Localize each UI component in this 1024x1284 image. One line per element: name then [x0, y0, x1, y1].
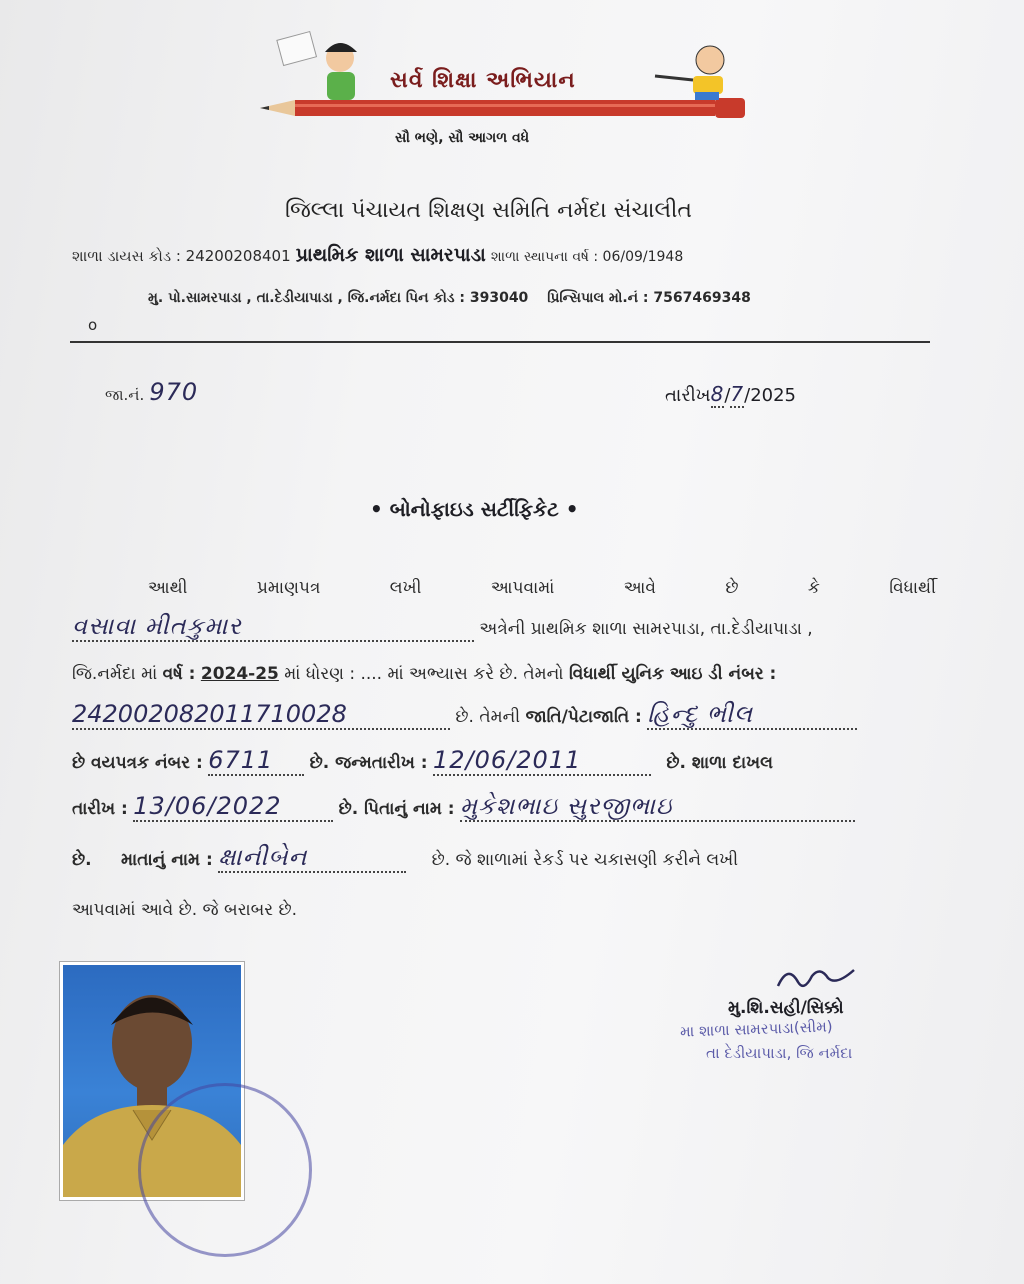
ref-no-label: જા.નં.	[105, 386, 145, 404]
text: છે. જે શાળામાં રેકર્ડ પર ચકાસણી કરીને લખી	[431, 850, 739, 870]
word: કે	[807, 578, 820, 598]
text: છે. જન્મતારીખ :	[309, 753, 428, 773]
word: વિધાર્થી	[889, 578, 936, 598]
admission-date: 13/06/2022	[133, 792, 333, 822]
header-mark: o	[88, 316, 98, 334]
reference-number	[105, 378, 198, 406]
school-stamp-circle	[138, 1083, 312, 1257]
body-line-1	[148, 578, 936, 598]
word: પ્રમાણપત્ર	[256, 578, 321, 598]
word: આપવામાં	[490, 578, 555, 598]
word: છે	[725, 578, 739, 598]
school-name: પ્રાથમિક શાળા સામરપાડા	[295, 244, 486, 266]
principal-stamp-line-1: મા શાળા સામરપાડા(સીમ)	[679, 1017, 833, 1041]
issue-date: તારીખ8/7/2025	[665, 382, 797, 406]
birth-date: 12/06/2011	[433, 746, 651, 776]
ref-no-value: 970	[149, 378, 199, 406]
address: મુ. પો.સામરપાડા , તા.દેડીયાપાડા , જિ.નર્મદા પિન કોડ : 393040	[148, 290, 529, 306]
tagline: સૌ ભણે, સૌ આગળ વધે	[395, 130, 530, 146]
signature-icon	[772, 962, 862, 994]
text: વર્ષ :	[162, 664, 196, 684]
body-line-5	[72, 746, 773, 776]
body-line-4	[72, 700, 857, 730]
header-divider	[70, 341, 930, 343]
certificate-title: • બોનોફાઇડ સર્ટીફિકેટ •	[370, 497, 579, 521]
org-heading: જિલ્લા પંચાયત શિક્ષણ સમિતિ નર્મદા સંચાલીત	[285, 198, 692, 223]
dise-code: શાળા ડાયસ કોડ : 24200208401	[72, 247, 291, 265]
text: વિધાર્થી યુનિક આઇ ડી નંબર :	[568, 664, 777, 684]
logo-title: સર્વ શિક્ષા અભિયાન	[390, 68, 576, 93]
logo	[255, 30, 750, 135]
address-line	[148, 290, 751, 306]
body-line-2	[72, 612, 813, 642]
body-line-6	[72, 792, 855, 822]
caste: હિન્દુ ભીલ	[647, 700, 857, 730]
text: જાતિ/પેટાજાતિ :	[525, 707, 642, 727]
principal-mobile: પ્રિન્સિપાલ મો.નં : 7567469348	[547, 290, 751, 306]
register-number: 6711	[208, 746, 304, 776]
text: છે. શાળા દાખલ	[666, 753, 773, 773]
line2-rest: અત્રેની પ્રાથમિક શાળા સામરપાડા, તા.દેડીયાપાડા ,	[479, 619, 813, 639]
school-line	[72, 244, 683, 266]
date-day: 8	[710, 382, 725, 406]
date-label: તારીખ	[665, 385, 711, 406]
text: જિ.નર્મદા માં	[72, 664, 158, 684]
text: માતાનું નામ :	[121, 850, 213, 870]
text: માં ધોરણ : .... માં અભ્યાસ કરે છે. તેમનો	[284, 664, 564, 684]
text: છે.	[72, 850, 92, 870]
established-year: શાળા સ્થાપના વર્ષ : 06/09/1948	[490, 249, 684, 265]
date-year: /2025	[744, 385, 797, 406]
word: લખી	[389, 578, 422, 598]
text: તારીખ :	[72, 799, 128, 819]
father-name: મુકેશભાઇ સુરજીભાઇ	[460, 792, 855, 822]
word: આવે	[623, 578, 656, 598]
text: છે. પિતાનું નામ :	[338, 799, 455, 819]
word: આથી	[148, 578, 188, 598]
body-line-8: આપવામાં આવે છે. જે બરાબર છે.	[72, 900, 298, 920]
body-line-3	[72, 664, 776, 684]
unique-id: 242002082011710028	[72, 700, 450, 730]
signature-label: મુ.શિ.સહી/સિક્કો	[728, 998, 844, 1018]
academic-year: 2024-25	[200, 664, 279, 684]
body-line-7	[72, 843, 738, 873]
signature-scribble	[772, 962, 862, 998]
student-name: વસાવા મીતકુમાર	[72, 612, 474, 642]
text: છે વયપત્રક નંબર :	[72, 753, 203, 773]
text: છે. તેમની	[455, 707, 521, 727]
mother-name: ક્ષાનીબેન	[218, 843, 406, 873]
principal-stamp-line-2: તા દેડીયાપાડા, જિ નર્મદા	[706, 1044, 853, 1062]
date-month: 7	[730, 382, 745, 406]
